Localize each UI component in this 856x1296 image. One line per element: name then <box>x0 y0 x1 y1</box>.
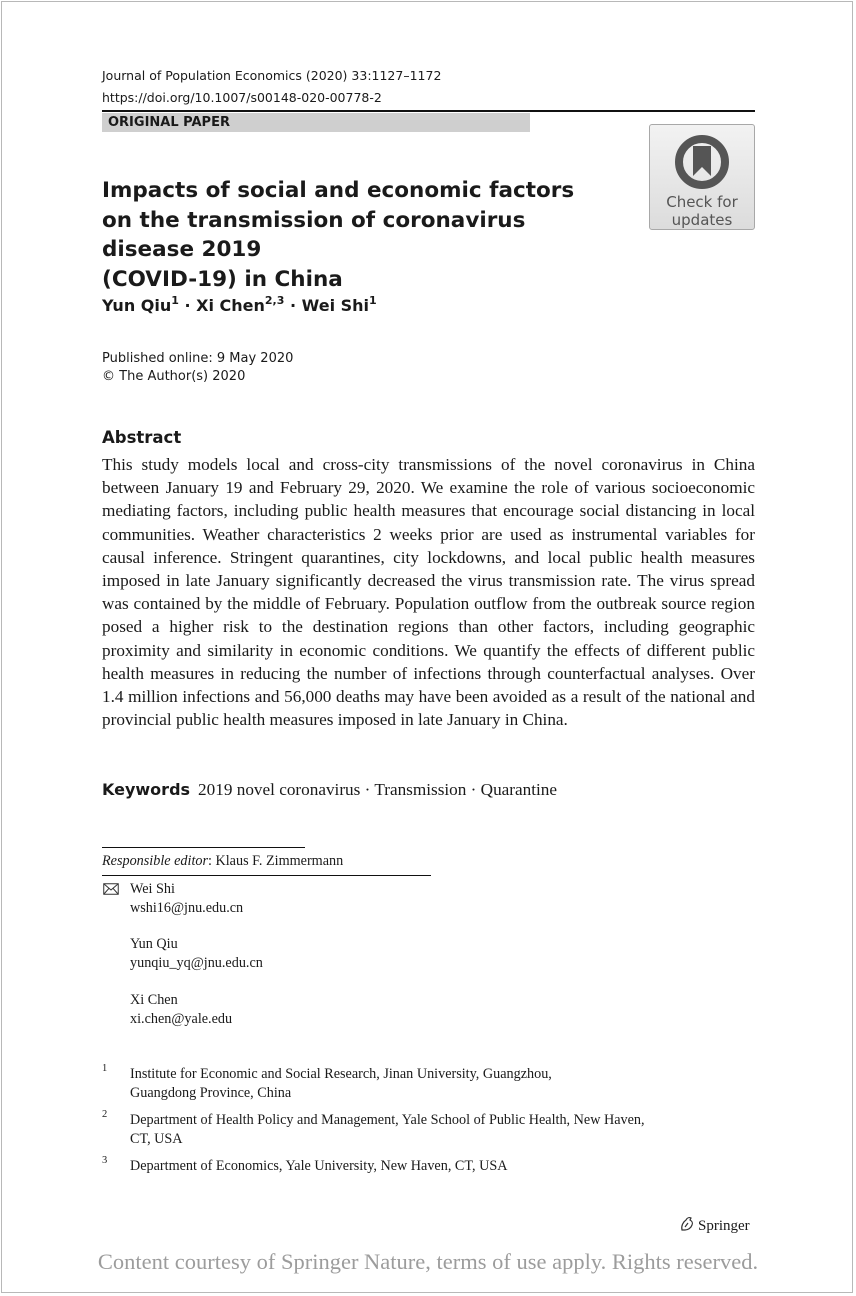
contact-email[interactable]: wshi16@jnu.edu.cn <box>130 900 244 916</box>
keywords-label: Keywords <box>102 780 191 799</box>
section-label: ORIGINAL PAPER <box>102 113 530 132</box>
footnote-rule <box>102 875 431 876</box>
editor-name: : Klaus F. Zimmermann <box>208 853 344 869</box>
header-rule <box>102 110 755 112</box>
affiliation-line: Department of Economics, Yale University, New Haven, CT, USA <box>130 1158 508 1174</box>
author-name[interactable]: Xi Chen <box>196 296 265 315</box>
affiliation-text <box>130 1065 710 1103</box>
affiliation-line: Department of Health Policy and Management, Yale School of Public Health, New Haven, <box>130 1112 645 1128</box>
published-date: Published online: 9 May 2020 <box>102 351 294 366</box>
abstract-heading: Abstract <box>102 428 182 447</box>
badge-line-2: updates <box>671 211 733 229</box>
affiliation-line: Guangdong Province, China <box>130 1085 292 1101</box>
affiliation-text <box>130 1157 710 1176</box>
courtesy-watermark: Content courtesy of Springer Nature, terms of use apply. Rights reserved. <box>97 1249 759 1274</box>
author-separator: · <box>289 296 297 315</box>
badge-line-1: Check for <box>666 193 738 211</box>
contact-email[interactable]: xi.chen@yale.edu <box>130 1011 233 1027</box>
abstract-text: This study models local and cross-city transmissions of the novel coronavirus in China between January 19 and February 29, 2020. We examine the role of various socioeconomic mediating factors, including public health measures that encourage social distancing in local communities. Weather characteristics 2 weeks prior are used as instrumental variables for causal inference. Stringent quarantines, city lockdowns, and local public health measures imposed in late January significantly decreased the virus transmission rate. The virus spread was contained by the middle of February. Population outflow from the outbreak source region posed a higher risk to the destination regions than other factors, including geographic proximity and similarity in economic conditions. We quantify the effects of different public health measures in reducing the number of infections through counterfactual analyses. Over 1.4 million infections and 56,000 deaths may have been avoided as a result of the national and provincial public health measures imposed in late January in China. <box>102 455 755 730</box>
title-line-3: (COVID-19) in China <box>102 266 343 292</box>
publisher-name: Springer <box>698 1218 750 1234</box>
springer-horse-icon <box>679 1216 695 1232</box>
author-name[interactable]: Wei Shi <box>301 296 370 315</box>
publication-info <box>102 350 293 386</box>
journal-citation: Journal of Population Economics (2020) 33:1127–1172 <box>102 68 442 83</box>
springer-logo <box>679 1215 750 1237</box>
bookmark-ring-icon <box>672 132 732 192</box>
contact-name: Xi Chen <box>130 992 178 1008</box>
paper-title <box>102 176 622 294</box>
author-name[interactable]: Yun Qiu <box>102 296 172 315</box>
affiliation-line: Institute for Economic and Social Research, Jinan University, Guangzhou, <box>130 1066 552 1082</box>
keywords <box>102 778 557 802</box>
affiliation-number: 1 <box>102 1063 108 1074</box>
editor-label: Responsible editor <box>102 853 208 869</box>
responsible-editor <box>102 852 343 871</box>
affiliation-number: 3 <box>102 1155 108 1166</box>
title-line-1: Impacts of social and economic factors <box>102 178 575 203</box>
author-affiliation: 1 <box>369 294 377 307</box>
author-affiliation: 1 <box>171 294 179 307</box>
doi-link[interactable]: https://doi.org/10.1007/s00148-020-00778-2 <box>102 90 382 105</box>
affiliation-number: 2 <box>102 1109 108 1120</box>
envelope-icon <box>103 883 119 895</box>
keywords-text: 2019 novel coronavirus · Transmission · Quarantine <box>198 780 558 799</box>
copyright: © The Author(s) 2020 <box>102 369 246 384</box>
affiliation-text <box>130 1111 710 1149</box>
title-line-2: on the transmission of coronavirus disease 2019 <box>102 207 526 262</box>
contact-name: Wei Shi <box>130 881 175 897</box>
author-affiliation: 2,3 <box>264 294 285 307</box>
contact-name: Yun Qiu <box>130 936 178 952</box>
author-separator: · <box>184 296 191 315</box>
footnote-rule <box>102 847 305 848</box>
affiliation-line: CT, USA <box>130 1131 183 1147</box>
check-for-updates-badge[interactable] <box>649 124 755 230</box>
author-list <box>102 294 377 318</box>
contact-email[interactable]: yunqiu_yq@jnu.edu.cn <box>130 955 263 971</box>
